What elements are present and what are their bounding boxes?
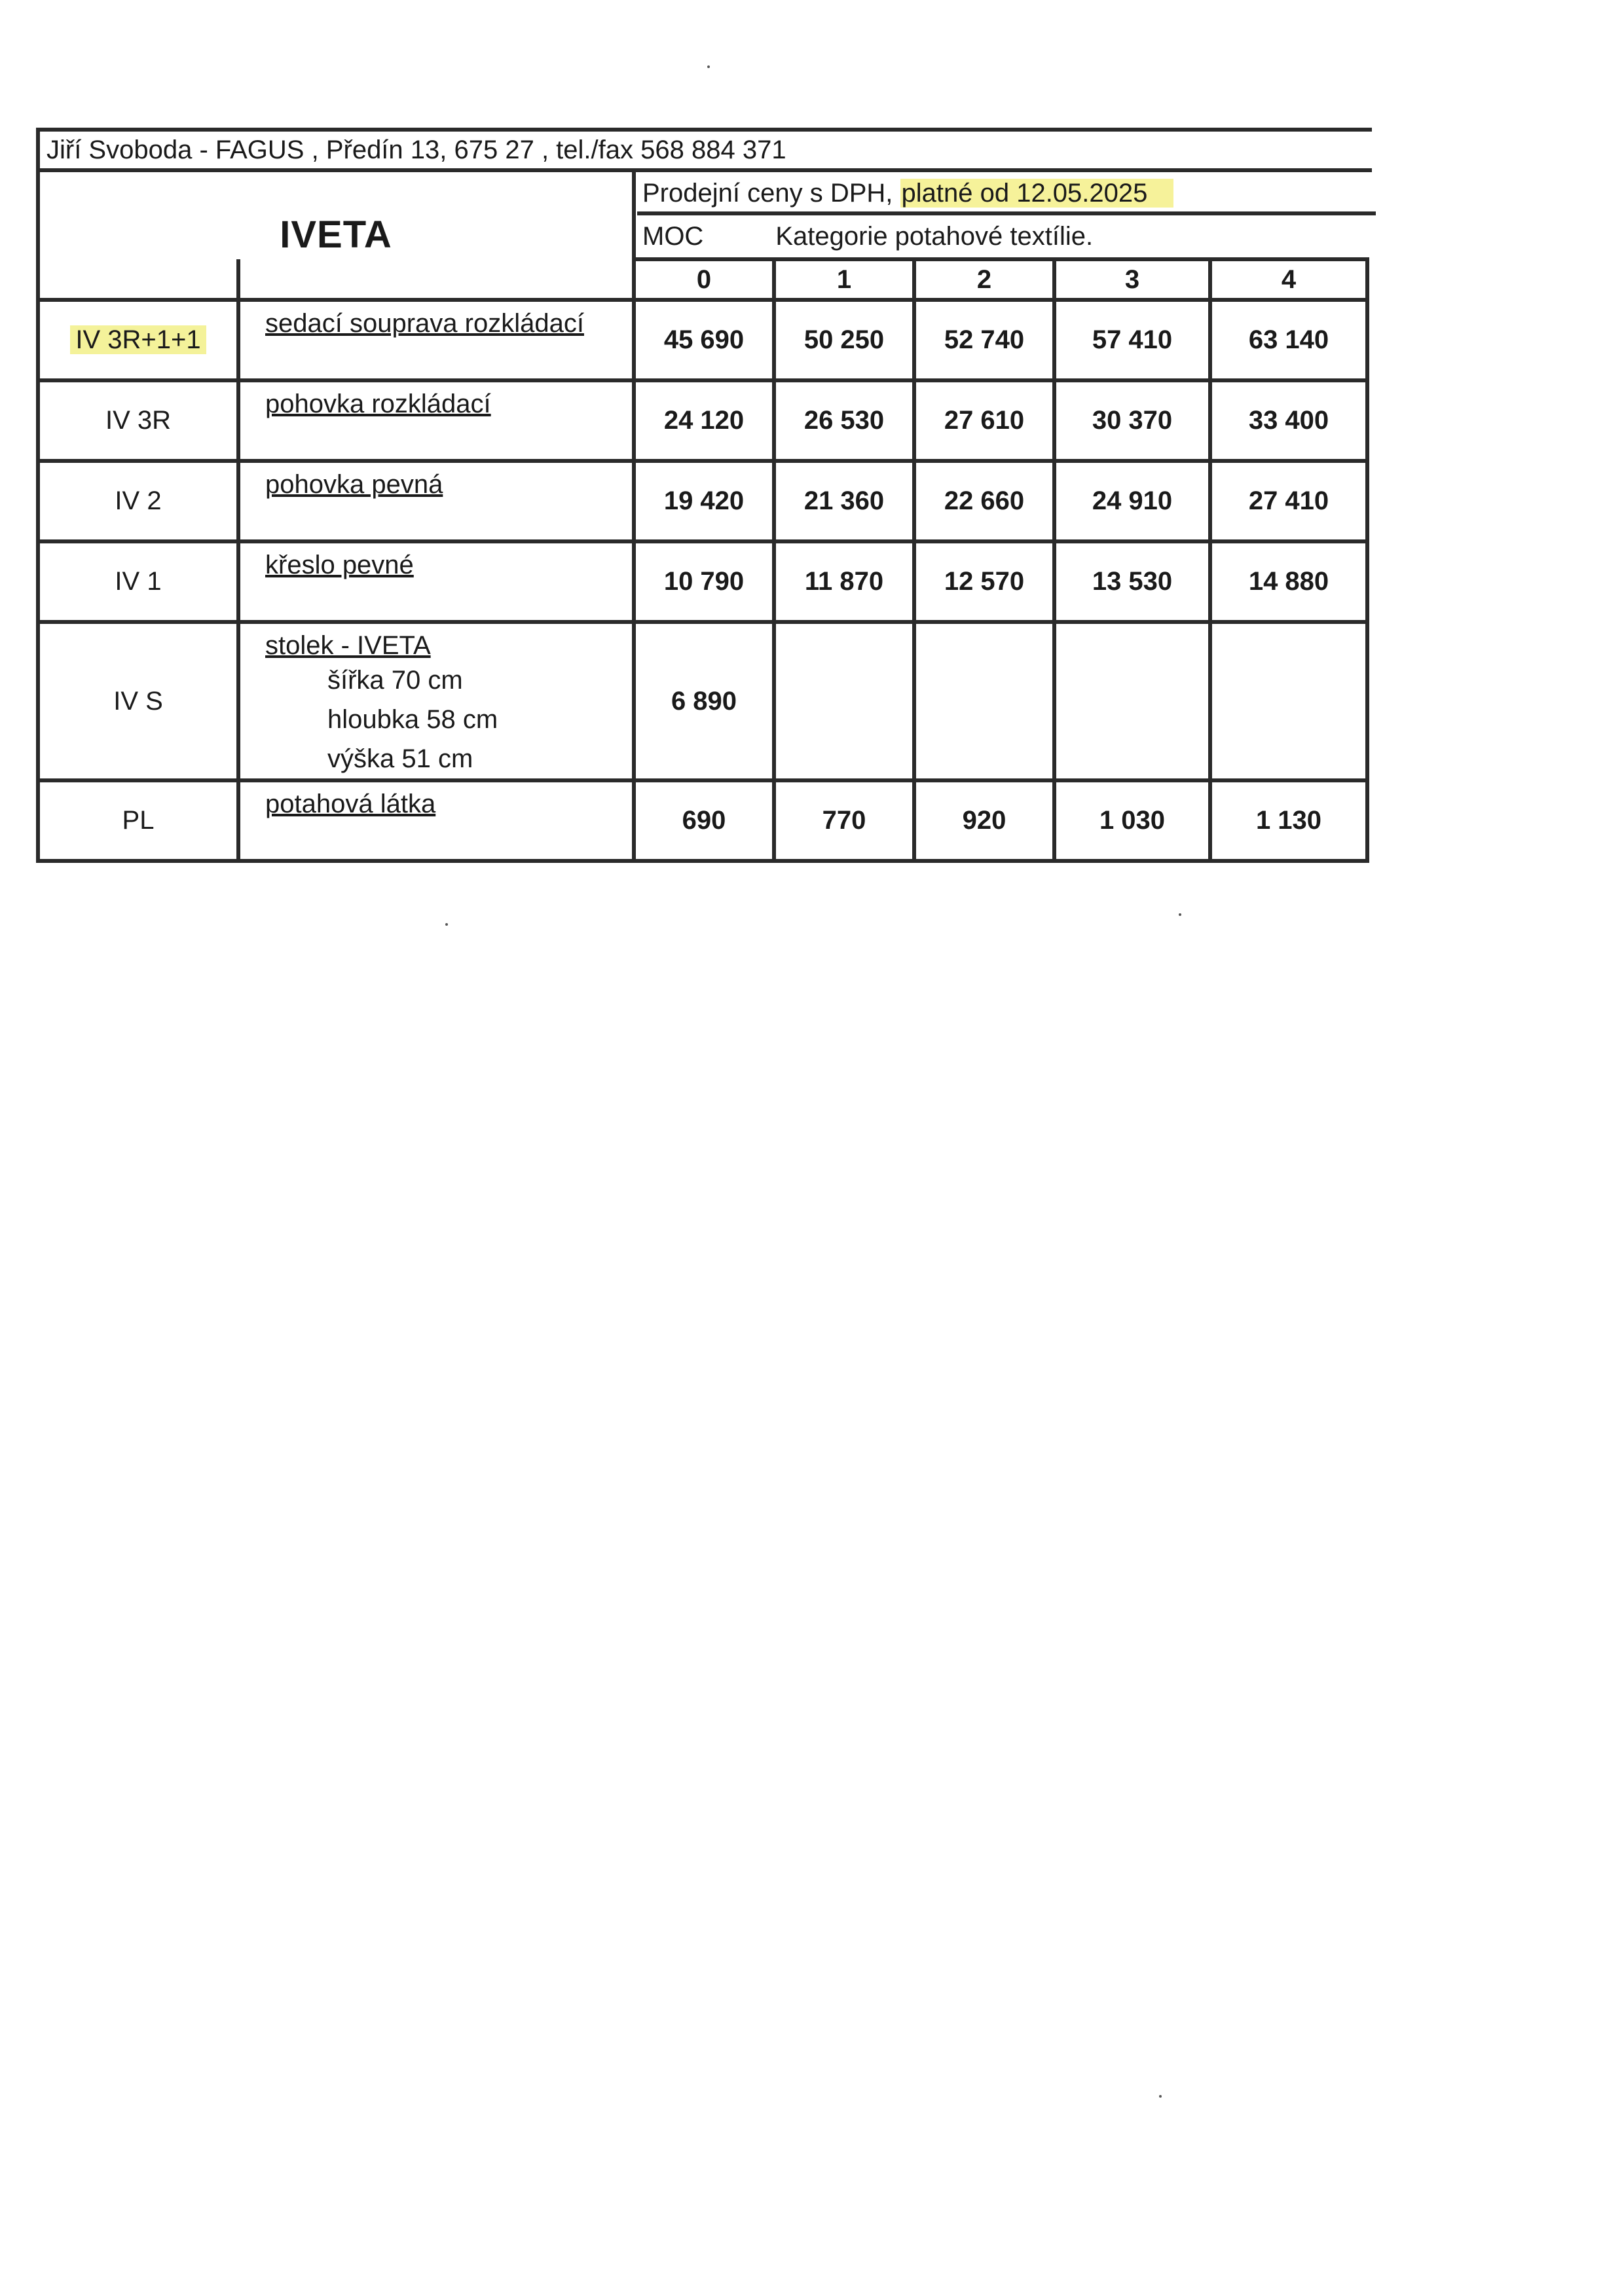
category-header: 4	[1210, 259, 1367, 300]
dimension-width: šířka 70 cm	[327, 666, 463, 695]
table-row	[38, 300, 1367, 380]
price-cell: 45 690	[634, 300, 774, 380]
price-cell: 14 880	[1210, 541, 1367, 622]
product-description	[238, 780, 634, 861]
product-code: IV S	[38, 622, 238, 780]
description-text: pohovka pevná	[265, 470, 443, 499]
price-cell: 770	[774, 780, 914, 861]
scan-speck	[445, 923, 448, 926]
product-description	[238, 300, 634, 380]
table-row	[38, 780, 1367, 861]
category-header: 1	[774, 259, 914, 300]
product-code-text: IV 3R+1+1	[70, 325, 206, 354]
price-cell	[774, 622, 914, 780]
product-code: IV 3R	[38, 380, 238, 461]
product-code: IV 1	[38, 541, 238, 622]
company-info-line: Jiří Svoboda - FAGUS , Předín 13, 675 27 , tel./fax 568 884 371	[36, 128, 1372, 168]
description-text: křeslo pevné	[265, 551, 414, 579]
price-cell: 1 130	[1210, 780, 1367, 861]
product-title: IVETA	[280, 213, 392, 256]
description-text: sedací souprava rozkládací	[265, 309, 584, 338]
moc-label: MOC	[642, 222, 704, 251]
blank-cell	[238, 259, 634, 300]
price-cell: 690	[634, 780, 774, 861]
scan-speck	[707, 65, 710, 68]
product-description	[238, 461, 634, 541]
product-description	[238, 541, 634, 622]
price-cell: 24 910	[1054, 461, 1210, 541]
scan-speck	[1159, 2095, 1162, 2098]
price-cell: 27 410	[1210, 461, 1367, 541]
product-code: PL	[38, 780, 238, 861]
dimension-height: výška 51 cm	[327, 744, 473, 773]
category-header: 0	[634, 259, 774, 300]
product-code: IV 2	[38, 461, 238, 541]
price-cell: 52 740	[914, 300, 1054, 380]
price-cell: 57 410	[1054, 300, 1210, 380]
price-table	[36, 257, 1369, 863]
scan-speck	[1179, 913, 1181, 916]
prices-heading	[637, 176, 1376, 215]
category-heading	[637, 219, 1376, 259]
description-text: pohovka rozkládací	[265, 390, 491, 418]
price-cell: 11 870	[774, 541, 914, 622]
category-header: 3	[1054, 259, 1210, 300]
price-cell: 1 030	[1054, 780, 1210, 861]
price-cell: 30 370	[1054, 380, 1210, 461]
price-cell: 27 610	[914, 380, 1054, 461]
price-cell: 19 420	[634, 461, 774, 541]
description-text: stolek - IVETA	[265, 631, 431, 660]
valid-from-date: platné od 12.05.2025	[900, 179, 1174, 208]
price-cell: 22 660	[914, 461, 1054, 541]
price-cell: 50 250	[774, 300, 914, 380]
price-cell: 26 530	[774, 380, 914, 461]
blank-cell	[38, 259, 238, 300]
price-cell: 24 120	[634, 380, 774, 461]
category-label: Kategorie potahové textílie.	[775, 222, 1094, 251]
price-cell: 920	[914, 780, 1054, 861]
category-header: 2	[914, 259, 1054, 300]
price-cell: 63 140	[1210, 300, 1367, 380]
dimension-depth: hloubka 58 cm	[327, 705, 498, 734]
price-cell: 10 790	[634, 541, 774, 622]
price-cell	[1210, 622, 1367, 780]
price-cell: 6 890	[634, 622, 774, 780]
table-row	[38, 380, 1367, 461]
price-cell	[914, 622, 1054, 780]
price-cell: 13 530	[1054, 541, 1210, 622]
product-description	[238, 622, 634, 780]
table-row	[38, 622, 1367, 780]
category-header-row	[38, 259, 1367, 300]
price-cell: 33 400	[1210, 380, 1367, 461]
product-code	[38, 300, 238, 380]
table-row	[38, 461, 1367, 541]
table-row	[38, 541, 1367, 622]
prices-label: Prodejní ceny s DPH,	[642, 179, 900, 208]
price-cell	[1054, 622, 1210, 780]
product-description	[238, 380, 634, 461]
price-cell: 12 570	[914, 541, 1054, 622]
price-cell: 21 360	[774, 461, 914, 541]
description-text: potahová látka	[265, 790, 436, 818]
